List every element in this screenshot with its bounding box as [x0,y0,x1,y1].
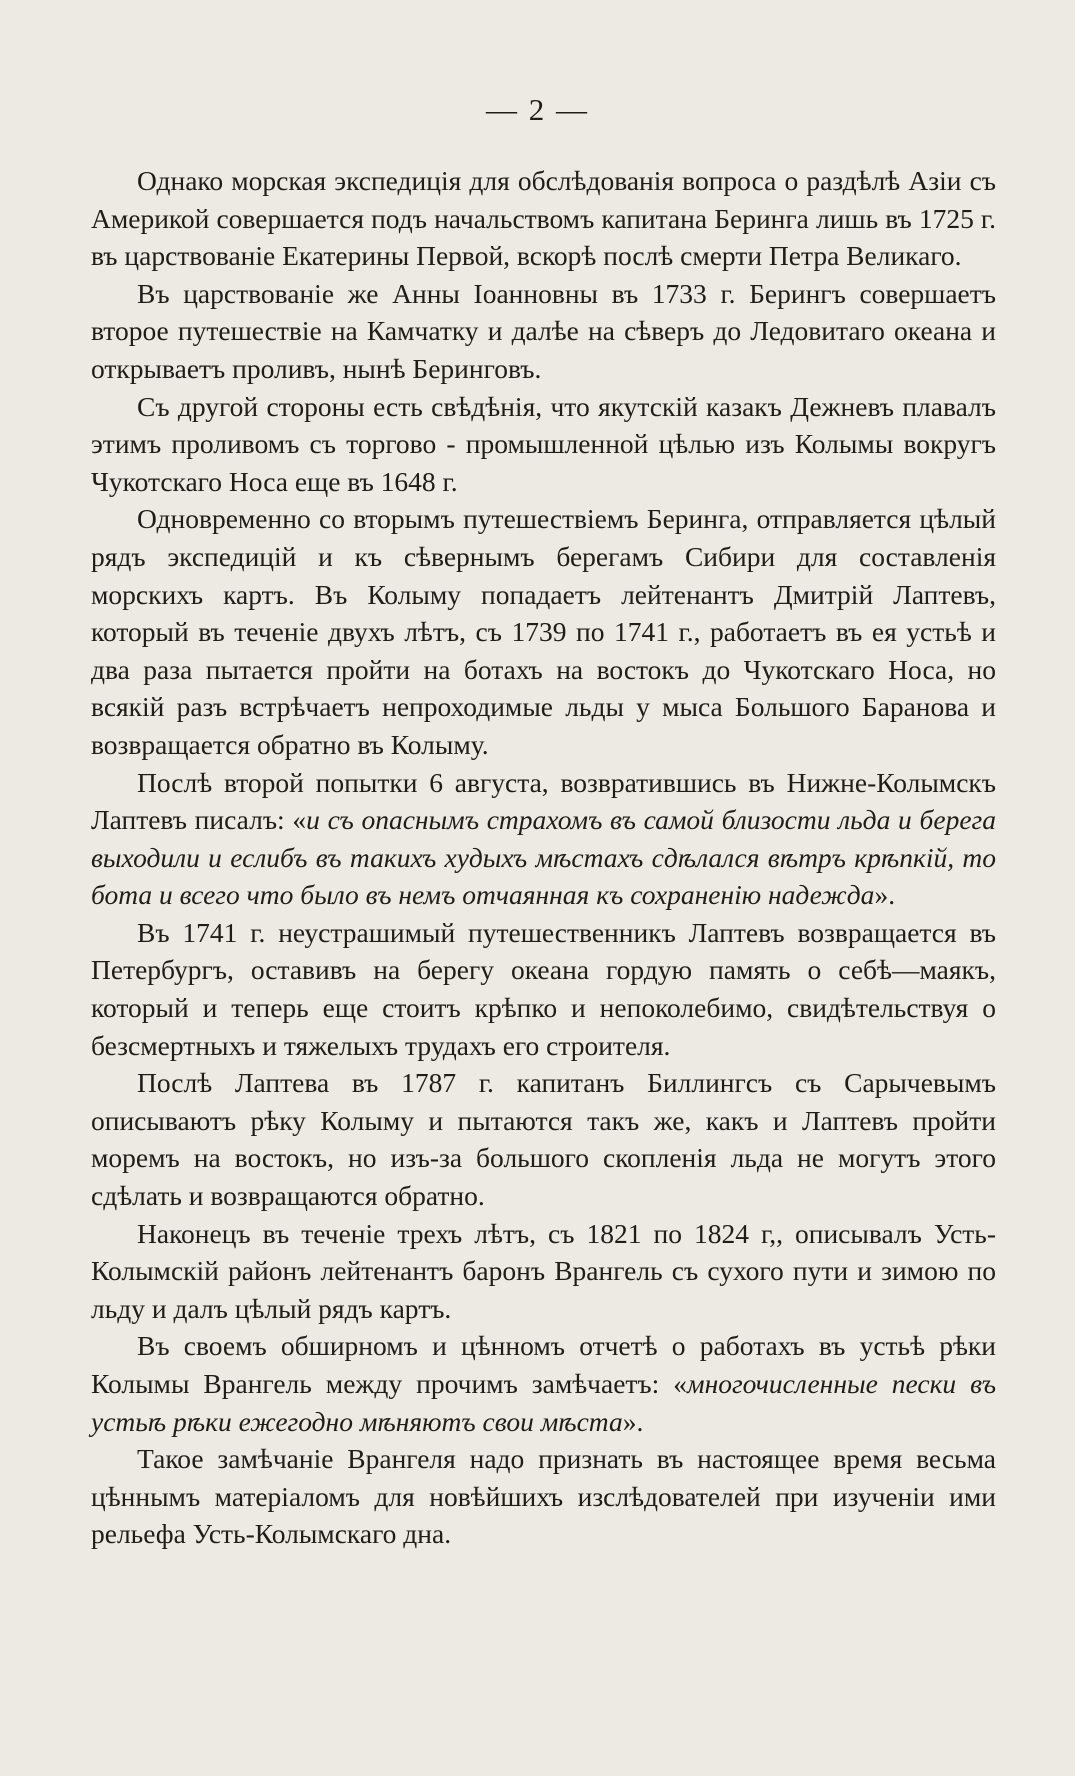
paragraph [91,275,996,388]
paragraph [91,1215,996,1328]
paragraph [91,764,996,914]
text-segment: Послѣ Лаптева въ 1787 г. капитанъ Биллингсъ съ Сарычевымъ описываютъ рѣку Колыму и пытаются такъ же, какъ и Лаптевъ пройти моремъ на востокъ, но изъ-за большого скопленія льда не могутъ этого сдѣлать и возвращаются обратно. [91,1067,996,1212]
text-segment: Наконецъ въ теченіе трехъ лѣтъ, съ 1821 по 1824 г,, описывалъ Усть-Колымскій районъ лейтенантъ баронъ Врангель съ сухого пути и зимою по льду и далъ цѣлый рядъ картъ. [91,1217,996,1324]
text-segment: ». [874,879,896,911]
text-segment: ». [622,1405,644,1437]
quoted-text: многочисленные пески въ устьѣ рѣки ежегодно мѣняютъ свои мѣста [91,1368,997,1437]
text-segment: Въ своемъ обширномъ и цѣнномъ отчетѣ о работахъ въ устьѣ рѣки Колымы Врангель между прочимъ замѣчаетъ: « [91,1330,996,1399]
text-segment: Однако морская экспедиція для обслѣдованія вопроса о раздѣлѣ Азіи съ Америкой совершается подъ начальствомъ капитана Беринга лишь въ 1725 г. въ царствованіе Екатерины Первой, вскорѣ послѣ смерти Петра Великаго. [91,165,996,272]
paragraph [91,1327,996,1440]
text-segment: Послѣ второй попытки 6 августа, возвратившись въ Нижне-Колымскъ Лаптевъ писалъ: « [91,766,996,836]
text-segment: Въ царствованіе же Анны Іоанновны въ 1733 г. Берингъ совершаетъ второе путешествіе на Камчатку и далѣе на сѣверъ до Ледовитаго океана и открываетъ проливъ, нынѣ Беринговъ. [91,277,996,384]
text-segment: Одновременно со вторымъ путешествіемъ Беринга, отправляется цѣлый рядъ экспедицій и къ сѣвернымъ берегамъ Сибири для составленія морскихъ картъ. Въ Колыму попадаетъ лейтенантъ Дмитрій Лаптевъ, который въ теченіе двухъ лѣтъ, съ 1739 по 1741 г., работаетъ въ ея устьѣ и два раза пытается пройти на ботахъ на востокъ до Чукотскаго Носа, но всякій разъ встрѣчаетъ непроходимые льды у мыса Большого Баранова и возвращается обратно въ Колыму. [91,503,996,760]
paragraph [91,1440,996,1553]
paragraph [91,162,996,275]
text-segment: Такое замѣчаніе Врангеля надо признать въ настоящее время весьма цѣннымъ матеріаломъ для новѣйшихъ изслѣдователей при изученіи ими рельефа Усть-Колымскаго дна. [91,1443,996,1550]
text-segment: Въ 1741 г. неустрашимый путешественникъ Лаптевъ возвращается въ Петербургъ, оставивъ на берегу океана гордую память о себѣ—маякъ, который и теперь еще стоитъ крѣпко и непоколебимо, свидѣтельствуя о безсмертныхъ и тяжелыхъ трудахъ его строителя. [91,916,996,1061]
quoted-text: и съ опаснымъ страхомъ въ самой близости льда и берега выходили и еслибъ въ такихъ худыхъ мѣстахъ сдѣлался вѣтръ крѣпкій, то бота и всего что было въ немъ отчаянная къ сохраненію надежда [91,804,996,911]
body-text [91,162,996,1553]
text-segment: Съ другой стороны есть свѣдѣнія, что якутскій казакъ Дежневъ плавалъ этимъ проливомъ съ торгово - промышленной цѣлью изъ Колымы вокругъ Чукотскаго Носа еще въ 1648 г. [91,390,996,497]
page-number: — 2 — [486,92,589,127]
paragraph [91,500,996,763]
paragraph [91,914,996,1064]
paragraph [91,1064,996,1214]
paragraph [91,388,996,501]
